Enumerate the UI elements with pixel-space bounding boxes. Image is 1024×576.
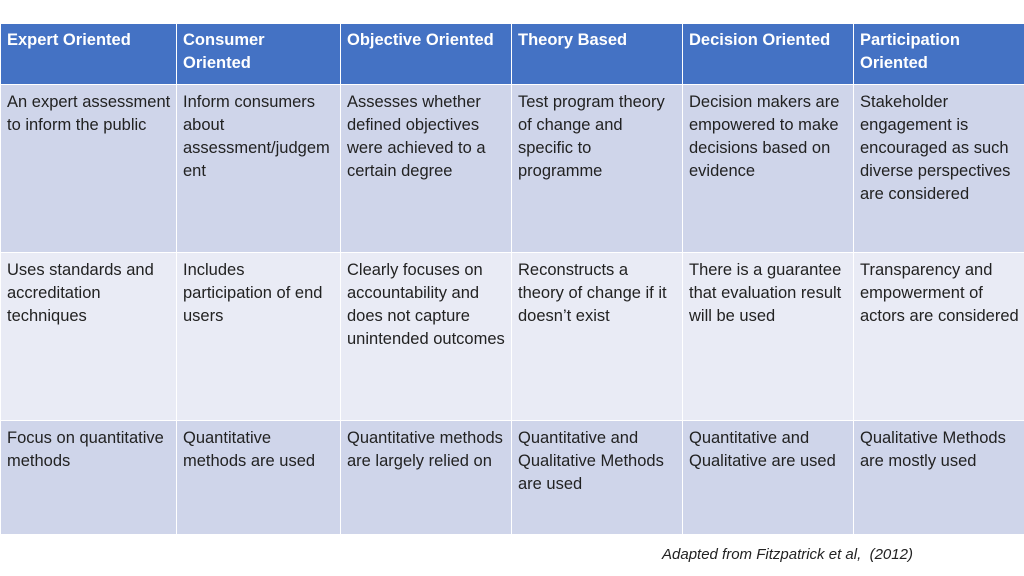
header-row (1, 24, 1024, 85)
table-cell: There is a guarantee that evaluation result will be used (683, 253, 854, 421)
table-cell: Stakeholder engagement is encouraged as such diverse perspectives are considered (854, 85, 1024, 253)
table-cell: Inform consumers about assessment/judgement (177, 85, 341, 253)
table-cell: Quantitative methods are largely relied on (341, 421, 512, 535)
header-participation-oriented: Participation Oriented (854, 24, 1024, 85)
table-cell: Quantitative and Qualitative are used (683, 421, 854, 535)
table-cell: Assesses whether defined objectives were achieved to a certain degree (341, 85, 512, 253)
table-cell: Transparency and empowerment of actors are considered (854, 253, 1024, 421)
table-cell: Qualitative Methods are mostly used (854, 421, 1024, 535)
table-cell: Focus on quantitative methods (1, 421, 177, 535)
header-consumer-oriented: Consumer Oriented (177, 24, 341, 85)
header-theory-based: Theory Based (512, 24, 683, 85)
table-cell: Test program theory of change and specific to programme (512, 85, 683, 253)
citation: Adapted from Fitzpatrick et al, (2012) (662, 546, 913, 563)
header-expert-oriented: Expert Oriented (1, 24, 177, 85)
table-cell: Decision makers are empowered to make decisions based on evidence (683, 85, 854, 253)
table-cell: Reconstructs a theory of change if it doesn’t exist (512, 253, 683, 421)
table-cell: An expert assessment to inform the public (1, 85, 177, 253)
table-cell: Quantitative and Qualitative Methods are used (512, 421, 683, 535)
evaluation-approaches-table (0, 23, 1024, 535)
table-cell: Uses standards and accreditation techniques (1, 253, 177, 421)
table-cell: Includes participation of end users (177, 253, 341, 421)
table-cell: Clearly focuses on accountability and does not capture unintended outcomes (341, 253, 512, 421)
header-objective-oriented: Objective Oriented (341, 24, 512, 85)
header-decision-oriented: Decision Oriented (683, 24, 854, 85)
table-cell: Quantitative methods are used (177, 421, 341, 535)
table-row (1, 421, 1024, 535)
table-row (1, 85, 1024, 253)
table-row (1, 253, 1024, 421)
